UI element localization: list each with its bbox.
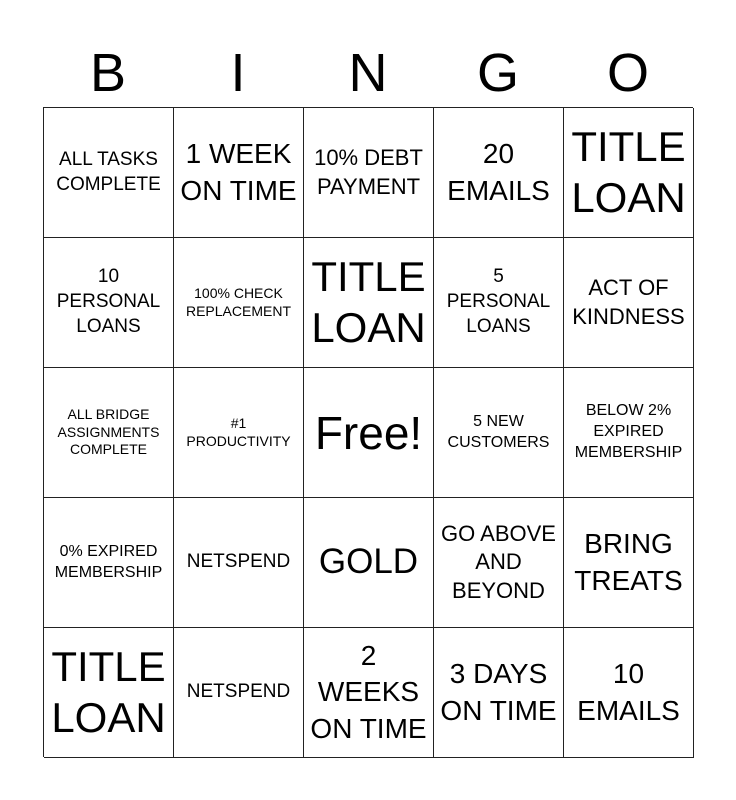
cell-text: 100% CHECK REPLACEMENT: [185, 285, 292, 319]
cell-text: 2 WEEKS ON TIME: [310, 639, 427, 744]
cell-text: GOLD: [318, 542, 419, 582]
bingo-cell[interactable]: [304, 238, 434, 368]
bingo-cell[interactable]: [434, 368, 564, 498]
bingo-cell[interactable]: [174, 238, 304, 368]
cell-text: TITLE LOAN: [571, 123, 686, 221]
cell-text: BELOW 2% EXPIRED MEMBERSHIP: [574, 402, 683, 461]
cell-text: TITLE LOAN: [311, 253, 426, 351]
bingo-cell[interactable]: [174, 368, 304, 498]
cell-text: 1 WEEK ON TIME: [180, 138, 297, 206]
bingo-cell[interactable]: [174, 628, 304, 758]
bingo-header: [43, 40, 693, 106]
bingo-cell[interactable]: [44, 498, 174, 628]
header-letter-n: N: [348, 43, 388, 103]
cell-text: TITLE LOAN: [51, 643, 166, 741]
bingo-cell[interactable]: [44, 238, 174, 368]
cell-text: NETSPEND: [186, 551, 291, 573]
bingo-cell[interactable]: [564, 108, 694, 238]
free-space[interactable]: [304, 368, 434, 498]
cell-text: 10% DEBT PAYMENT: [314, 144, 423, 199]
cell-text: 10 PERSONAL LOANS: [56, 266, 161, 337]
cell-text: BRING TREATS: [574, 528, 683, 596]
bingo-cell[interactable]: [564, 238, 694, 368]
bingo-cell[interactable]: [564, 628, 694, 758]
bingo-card-grid: [43, 107, 693, 757]
bingo-cell[interactable]: [44, 368, 174, 498]
cell-text: 10 EMAILS: [577, 658, 680, 726]
cell-text: 3 DAYS ON TIME: [440, 658, 557, 726]
cell-text: NETSPEND: [186, 681, 291, 703]
bingo-cell[interactable]: [174, 108, 304, 238]
cell-text: ACT OF KINDNESS: [572, 274, 685, 329]
cell-text: ALL TASKS COMPLETE: [56, 148, 161, 195]
bingo-cell[interactable]: [434, 238, 564, 368]
bingo-cell[interactable]: [304, 498, 434, 628]
header-letter-i: I: [230, 43, 246, 103]
bingo-cell[interactable]: [304, 108, 434, 238]
bingo-cell[interactable]: [44, 628, 174, 758]
bingo-cell[interactable]: [434, 498, 564, 628]
cell-text: 0% EXPIRED MEMBERSHIP: [54, 542, 163, 581]
bingo-cell[interactable]: [434, 628, 564, 758]
bingo-cell[interactable]: [434, 108, 564, 238]
bingo-cell[interactable]: [174, 498, 304, 628]
free-space-text: Free!: [314, 406, 423, 459]
cell-text: #1 PRODUCTIVITY: [186, 415, 291, 449]
bingo-cell[interactable]: [564, 368, 694, 498]
bingo-cell[interactable]: [564, 498, 694, 628]
cell-text: ALL BRIDGE ASSIGNMENTS COMPLETE: [57, 406, 160, 458]
cell-text: 5 PERSONAL LOANS: [446, 266, 551, 337]
cell-text: 20 EMAILS: [447, 138, 550, 206]
bingo-cell[interactable]: [304, 628, 434, 758]
bingo-cell[interactable]: [44, 108, 174, 238]
header-letter-o: O: [606, 43, 649, 103]
cell-text: 5 NEW CUSTOMERS: [447, 412, 550, 451]
cell-text: GO ABOVE AND BEYOND: [441, 520, 556, 603]
header-letter-g: G: [476, 43, 519, 103]
header-letter-b: B: [89, 43, 127, 103]
